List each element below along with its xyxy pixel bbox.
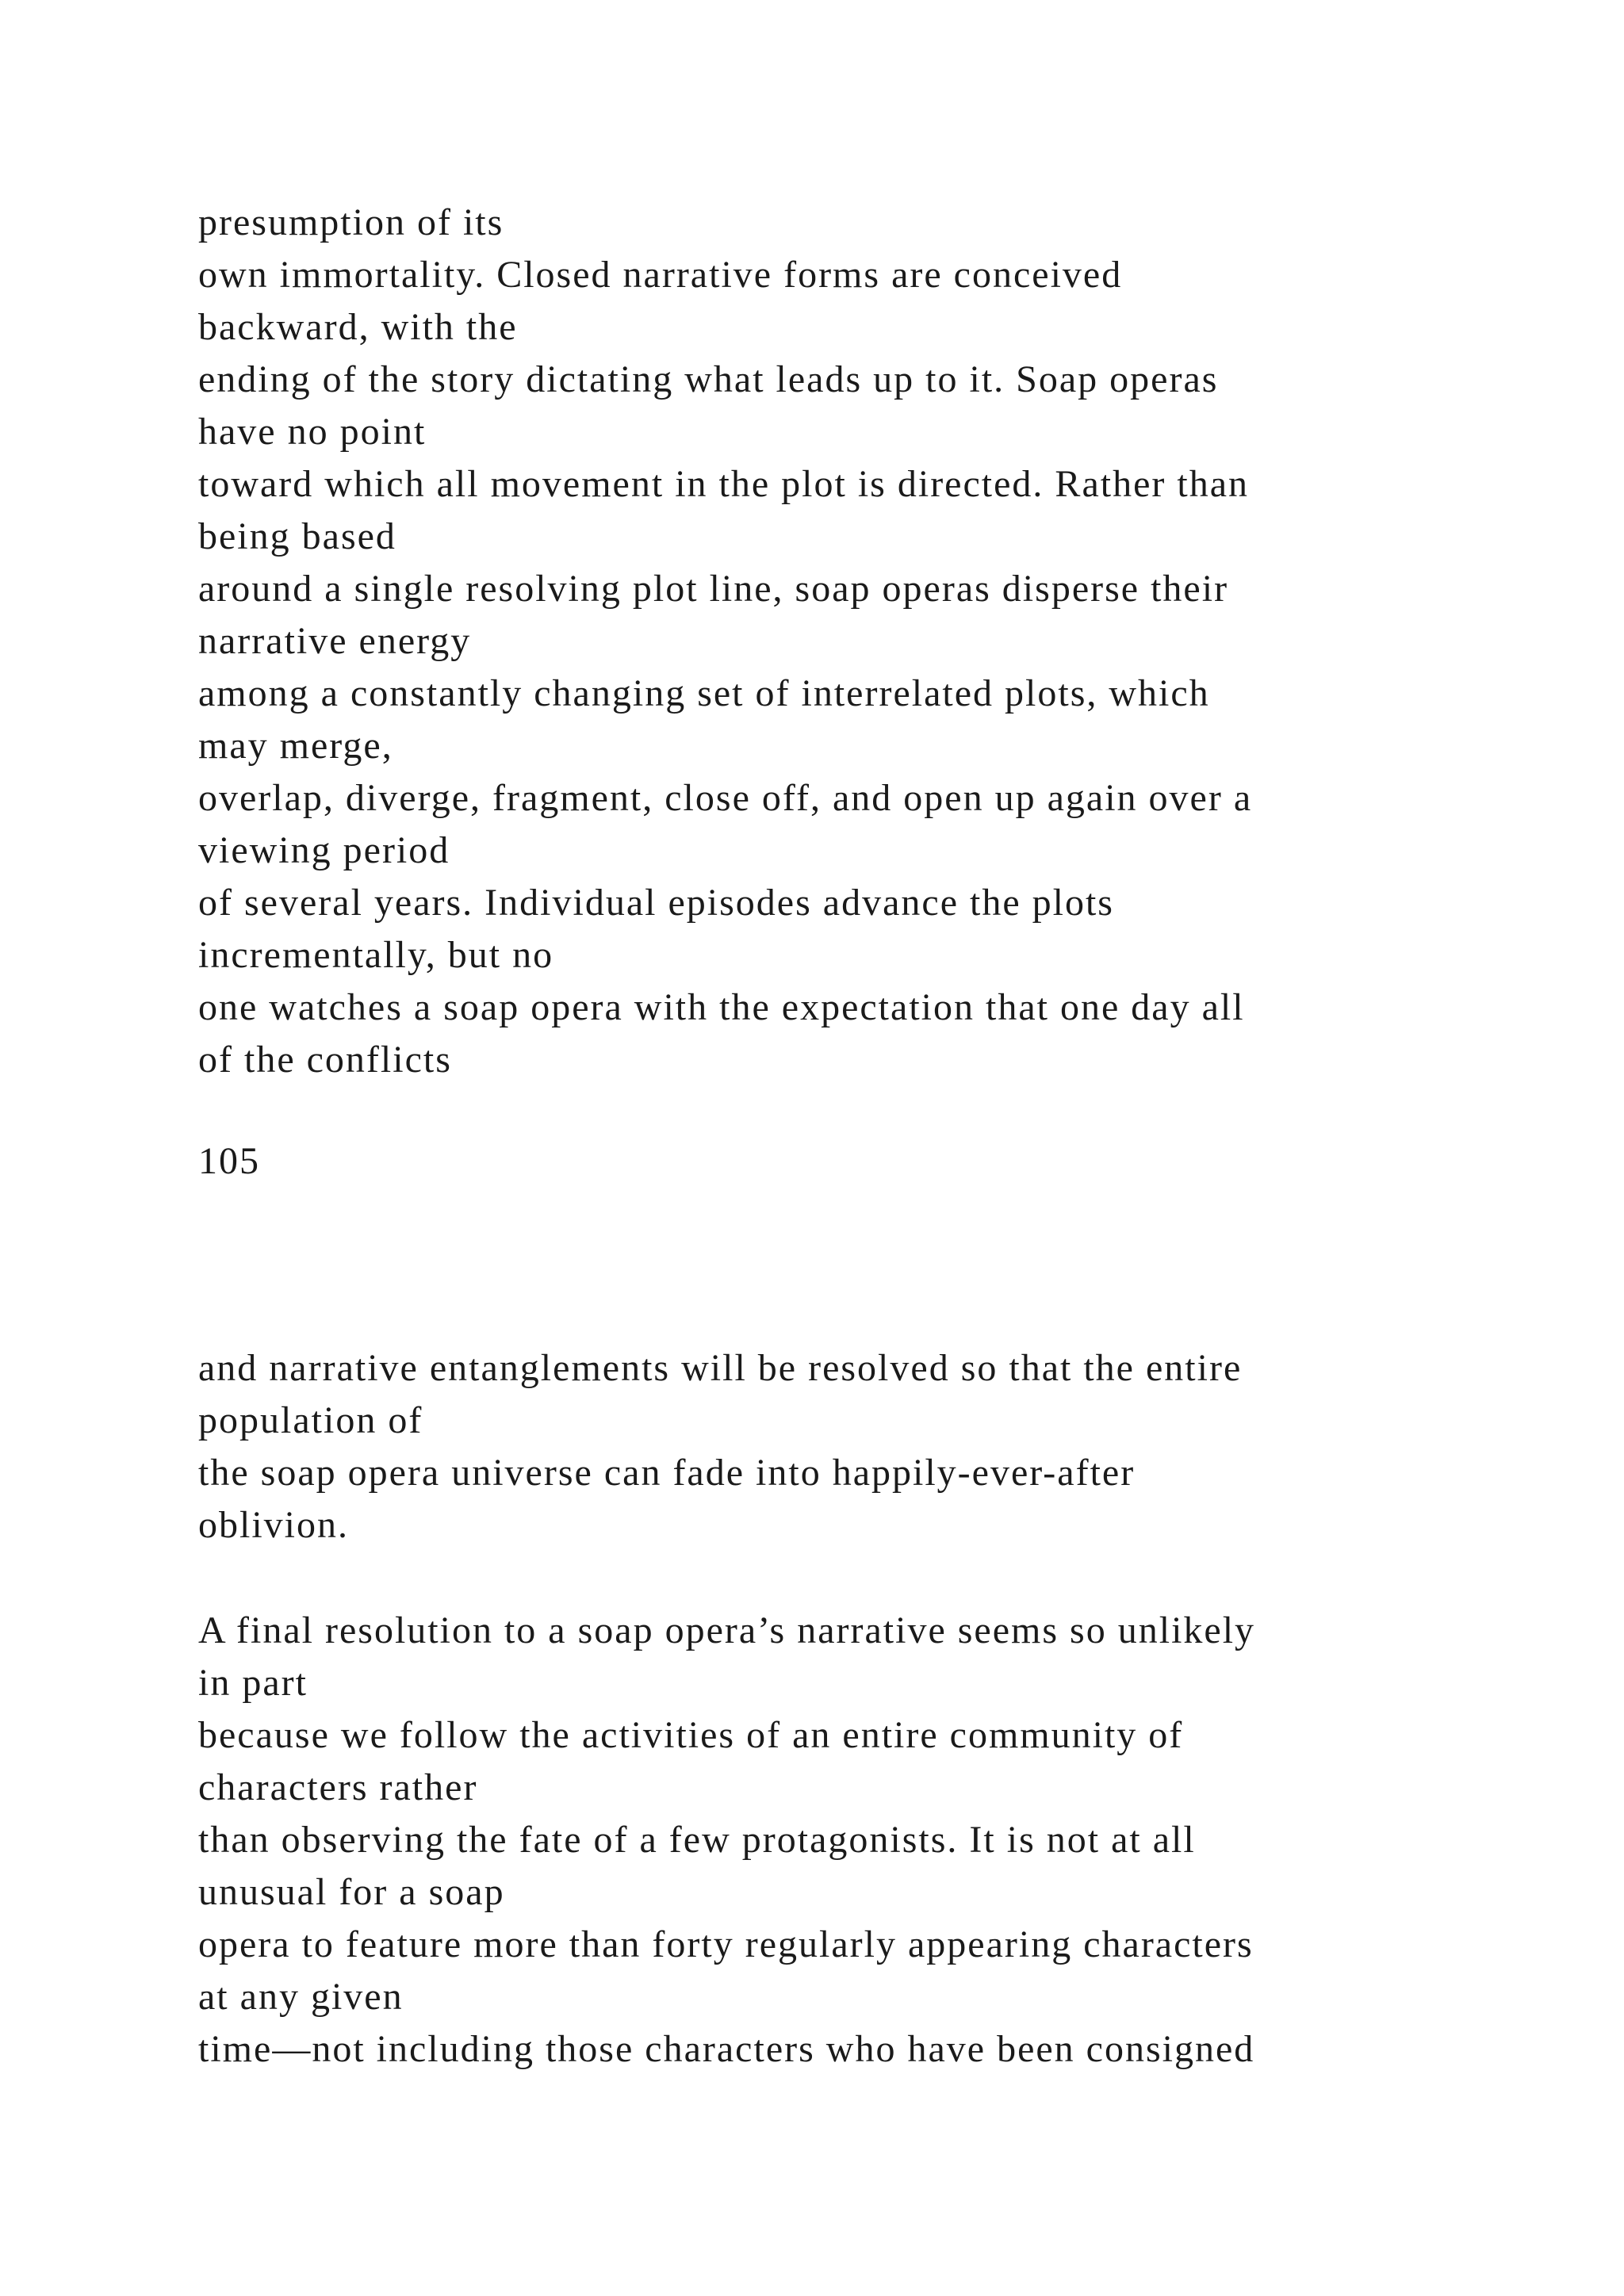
text-line: one watches a soap opera with the expectation that one day all <box>198 986 1245 1028</box>
paragraph-continuation <box>198 1342 1507 1552</box>
text-line: may merge, <box>198 725 393 767</box>
text-line: backward, with the <box>198 306 518 348</box>
text-line: A final resolution to a soap opera’s narrative seems so unlikely <box>198 1609 1256 1651</box>
text-line: viewing period <box>198 829 450 871</box>
text-line: time—not including those characters who have been consigned <box>198 2028 1255 2070</box>
paragraph-continued <box>198 197 1507 1086</box>
text-line: at any given <box>198 1976 404 2018</box>
text-line: opera to feature more than forty regularly appearing characters <box>198 1923 1254 1965</box>
text-line: around a single resolving plot line, soap operas disperse their <box>198 568 1229 610</box>
text-line: than observing the fate of a few protagonists. It is not at all <box>198 1819 1196 1861</box>
text-line: unusual for a soap <box>198 1871 505 1913</box>
text-line: of the conflicts <box>198 1039 452 1081</box>
text-line: the soap opera universe can fade into happily-ever-after <box>198 1452 1136 1494</box>
text-line: narrative energy <box>198 620 472 662</box>
text-line: toward which all movement in the plot is directed. Rather than <box>198 463 1250 505</box>
text-line: overlap, diverge, fragment, close off, and open up again over a <box>198 777 1253 819</box>
text-line: population of <box>198 1399 423 1441</box>
text-line: because we follow the activities of an entire community of <box>198 1714 1184 1756</box>
page-number-text: 105 <box>198 1140 260 1182</box>
text-line: have no point <box>198 411 427 453</box>
text-line: among a constantly changing set of interrelated plots, which <box>198 672 1210 714</box>
text-line: presumption of its <box>198 201 504 243</box>
text-line: incrementally, but no <box>198 934 554 976</box>
text-line: being based <box>198 515 396 557</box>
text-line: own immortality. Closed narrative forms are conceived <box>198 254 1123 296</box>
text-line: characters rather <box>198 1766 478 1808</box>
text-line: oblivion. <box>198 1504 350 1546</box>
text-line: of several years. Individual episodes advance the plots <box>198 882 1114 924</box>
text-line: and narrative entanglements will be resolved so that the entire <box>198 1347 1243 1389</box>
text-line: in part <box>198 1662 308 1704</box>
page-number <box>198 1135 1507 1188</box>
text-line: ending of the story dictating what leads up to it. Soap operas <box>198 358 1219 400</box>
paragraph-new <box>198 1605 1507 2076</box>
